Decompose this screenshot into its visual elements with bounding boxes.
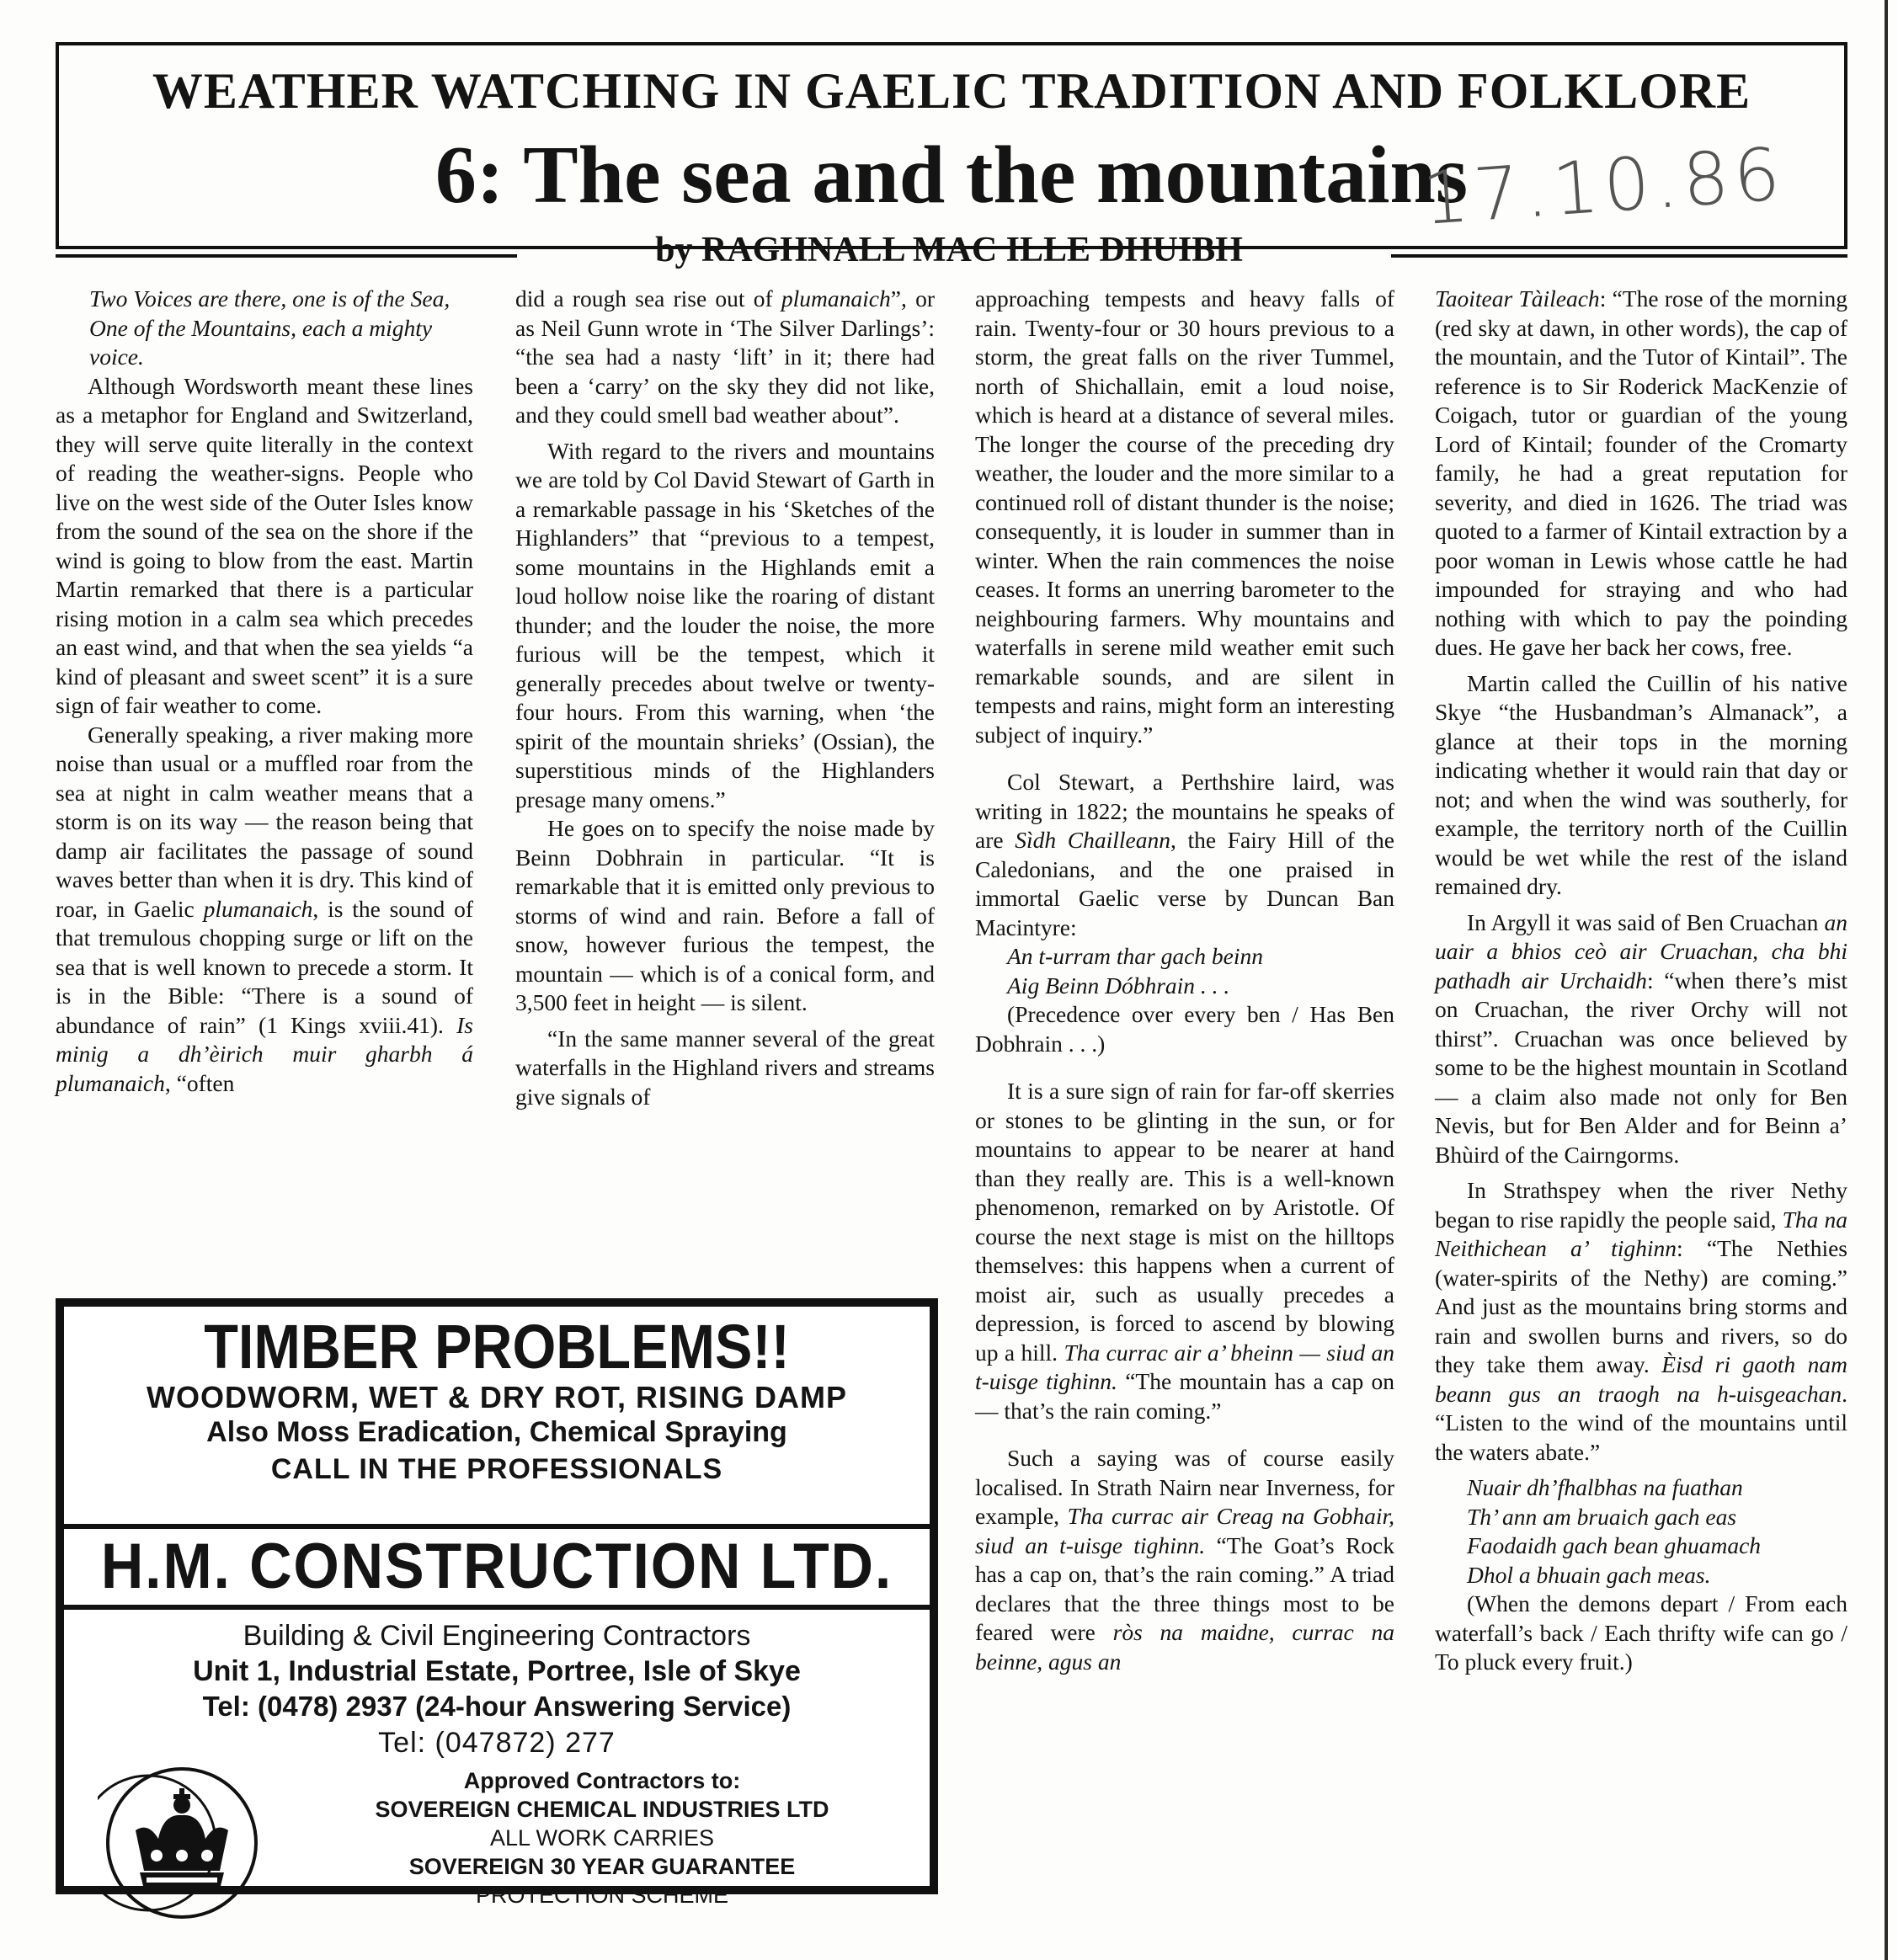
series-title: WEATHER WATCHING IN GAELIC TRADITION AND FOLKLORE [152,63,1751,119]
paragraph: Generally speaking, a river making more noise than usual or a muffled roar from the sea at night in calm weather means that a storm is on its way — the reason being that damp air facilitates the passage of sound waves better than when it is dry. This kind of roar, in Gaelic plumanaich, is the sound of that tremulous chopping surge or lift on the sea that is well known to precede a storm. It is in the Bible: “There is a sound of abundance of rain” (1 Kings xviii.41). Is minig a dh’èirich muir gharbh á plumanaich, “often [56,721,473,1096]
paragraph: “In the same manner several of the great waterfalls in the Highland rivers and streams give signals of [515,1025,935,1110]
epigraph-line-1: Two Voices are there, one is of the Sea, [89,285,451,312]
ad-line: CALL IN THE PROFESSIONALS [270,1453,723,1485]
ad-guarantee: SOVEREIGN 30 YEAR GUARANTEE [408,1854,796,1879]
paragraph: It is a sure sign of rain for far-off skerries or stones to be glinting in the sun, or for mountains to appear to be nearer at hand than they really are. This is a well-known phenomenon, remarked on by Aristotle. Of course the next stage is mist on the hilltops themselves: this happens when a current of moist air, such as usually precedes a depression, is forced to ascend by blowing up a hill. Tha currac air a’ bheinn — siud an t-uisge tighinn. “The mountain has a cap on — that’s the rain coming.” [975,1078,1394,1424]
paragraph: did a rough sea rise out of plumanaich”, or as Neil Gunn wrote in ‘The Silver Darlings’: “the sea had a nasty ‘lift’ in it; there had been a ‘carry’ on the sky they did not like, and they could smell bad weather about”. [515,285,935,428]
handwritten-date: 17.10.86 [1420,132,1788,242]
ad-address: Unit 1, Industrial Estate, Portree, Isle of Skye [193,1655,801,1687]
ad-telephone-2: Tel: (047872) 277 [378,1727,616,1759]
verse-line: Nuair dh’fhalbhas na fuathan [1467,1474,1743,1500]
ad-line: WOODWORM, WET & DRY ROT, RISING DAMP [147,1380,847,1414]
paragraph: With regard to the rivers and mountains we are told by Col David Stewart of Garth in a remarkable passage in his ‘Sketches of the Highlanders” that “previous to a tempest, some mountains in the Highlands emit a loud hollow noise like the roaring of distant thunder; and the louder the noise, the more furious will be the tempest, which it generally precedes about twelve or twenty-four hours. From this warning, when ‘the spirit of the mountain shrieks’ (Ossian), the superstitious minds of the Highlanders presage many omens.” [515,437,935,812]
ad-carries: ALL WORK CARRIES [489,1825,715,1851]
paragraph: Taoitear Tàileach: “The rose of the morning (red sky at dawn, in other words), the cap of the mountain, and the Tutor of Kintail”. The reference is to Sir Roderick MacKenzie of Coigach, tutor or guardian of the young Lord of Kintail; founder of the Cromarty family, he had a great reputation for severity, and died in 1626. The triad was quoted to a farmer of Kintail extraction by a poor woman in Lewis whose cattle he had impounded for straying and who had nothing with which to pay the poinding dues. He gave her back her cows, free. [1435,285,1847,660]
ad-telephone: Tel: (0478) 2937 (24-hour Answering Service) [202,1691,792,1722]
ad-sovereign: SOVEREIGN CHEMICAL INDUSTRIES LTD [375,1797,829,1822]
article-headline: 6: The sea and the mountains [435,130,1469,221]
paragraph: Although Wordsworth meant these lines as a metaphor for England and Switzerland, they will serve quite literally in the context of reading the weather-signs. People who live on the west side of the Outer Isles know from the sound of the sea on the shore if the wind is going to blow from the east. Martin Martin remarked that there is a particular rising motion in a calm sea which precedes an east wind, and that when the sea yields “a kind of pleasant and sweet scent” it is a sure sign of fair weather to come. [56,372,473,718]
paragraph: (When the demons depart / From each waterfall’s back / Each thrifty wife can go / To pluck every fruit.) [1435,1590,1847,1675]
article-column-4 [1435,285,1847,1677]
verse-line: Th’ ann am bruaich gach eas [1467,1503,1737,1530]
ad-approved-panel [64,1761,930,1908]
ad-line: Also Moss Eradication, Chemical Spraying [206,1416,787,1448]
ad-services: Building & Civil Engineering Contractors [243,1620,751,1652]
article-column-3 [975,285,1394,1676]
ad-headline: TIMBER PROBLEMS!! [204,1312,790,1382]
paragraph: approaching tempests and heavy falls of rain. Twenty-four or 30 hours previous to a storm, the great falls on the river Tummel, north of Shichallain, emit a loud noise, which is heard at a distance of several miles. The longer the course of the preceding dry weather, the louder and the more similar to a continued roll of distant thunder is the noise; consequently, it is louder in summer than in winter. When the rain commences the noise ceases. It forms an unerring barometer to the neighbouring farmers. Why mountains and waterfalls in serene mild weather emit such remarkable sounds, and are silent in tempests and rains, might form an interesting subject of inquiry.” [975,285,1394,748]
headline-box [56,42,1847,249]
article-column-1 [56,285,473,1098]
ad-approved-text [283,1766,921,1909]
ad-scheme: PROTECTION SCHEME [475,1883,729,1908]
page-edge-rule [1885,0,1888,1960]
timber-advertisement [56,1298,938,1908]
ad-top-panel [64,1307,930,1529]
ad-company-name: H.M. CONSTRUCTION LTD. [100,1531,893,1602]
verse-line: Aig Beinn Dóbhrain . . . [1007,972,1230,999]
crown-logo-icon [98,1763,266,1923]
paragraph: He goes on to specify the noise made by Beinn Dobhrain in particular. “It is remarkable that it is emitted only previous to storms of wind and rain. Before a fall of snow, however furious the tempest, the mountain — which is of a conical form, and 3,500 feet in height — is silent. [515,815,935,1015]
byline: by RAGHNALL MAC ILLE DHUIBH [655,231,1243,269]
paragraph: In Argyll it was said of Ben Cruachan an uair a bhios ceò air Cruachan, cha bhi pathadh air Urchaidh: “when there’s mist on Cruachan, the river Orchy will not thirst”. Cruachan was once believed by some to be the highest mountain in Scotland — a claim also made not only for Ben Nevis, but for Ben Alder and for Beinn a’ Bhùird of the Cairngorms. [1435,908,1847,1168]
paragraph: Such a saying was of course easily localised. In Strath Nairn near Inverness, for example, Tha currac air Creag na Gobhair, siud an t-uisge tighinn. “The Goat’s Rock has a cap on, that’s the rain coming.” A triad declares that the three things most to be feared were ròs na maidne, currac na beinne, agus an [975,1445,1394,1675]
ad-details [64,1610,930,1761]
verse-line: Faodaidh gach bean ghuamach [1467,1532,1762,1558]
article-column-2 [515,285,935,1111]
paragraph: (Precedence over every ben / Has Ben Dobhrain . . .) [975,1001,1394,1057]
paragraph: In Strathspey when the river Nethy began to rise rapidly the people said, Tha na Neithichean a’ tighinn: “The Nethies (water-spirits of the Nethy) are coming.” And just as the mountains bring storms and rain and swollen burns and rivers, so do they take them away. Èisd ri gaoth nam beann gus an traogh na h-uisgeachan. “Listen to the wind of the mountains until the waters abate.” [1435,1177,1848,1465]
paragraph: Martin called the Cuillin of his native Skye “the Husbandman’s Almanack”, a glance at their tops in the morning indicating whether it would rain that day or not; and when the wind was southerly, for example, the territory north of the Cuillin would be wet while the rest of the island remained dry. [1435,669,1847,899]
epigraph-line-2: One of the Mountains, each a mighty voice. [89,314,433,370]
paragraph: Col Stewart, a Perthshire laird, was writing in 1822; the mountains he speaks of are Sìdh Chailleann, the Fairy Hill of the Caledonians, and the one praised in immortal Gaelic verse by Duncan Ban Macintyre: [975,769,1394,940]
ad-approved-label: Approved Contractors to: [463,1768,741,1793]
verse-line: Dhol a bhuain gach meas. [1467,1561,1711,1588]
verse-line: An t-urram thar gach beinn [1007,943,1264,969]
ad-company-panel [64,1529,930,1610]
